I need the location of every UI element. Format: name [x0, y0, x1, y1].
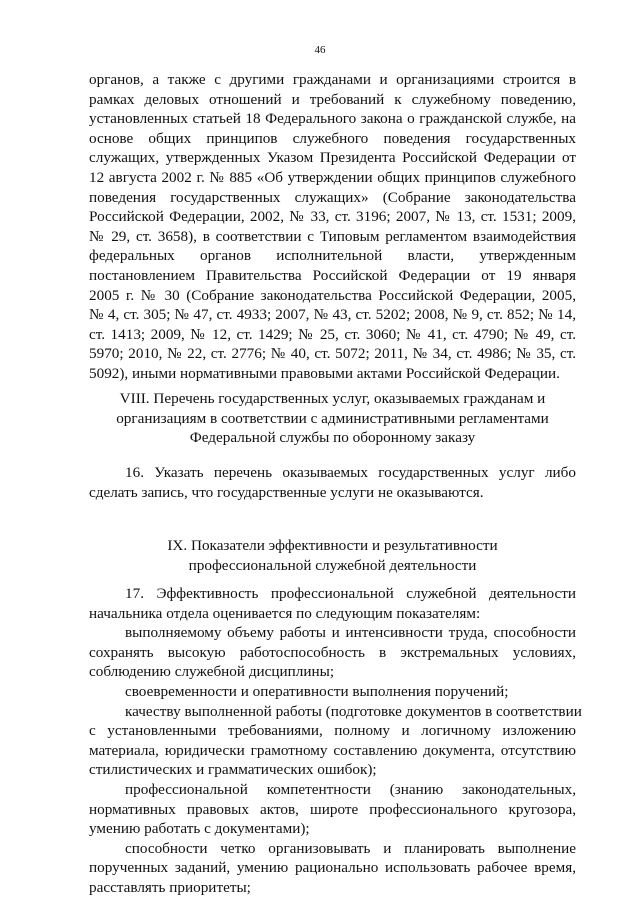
text-line: поведения государственных служащих» (Собрание законодательства [89, 188, 576, 206]
text-line: № 29, ст. 3658), в соответствии с Типовым регламентом взаимодействия [89, 227, 576, 245]
text-line: 5970; 2010, № 22, ст. 2776; № 40, ст. 5072; 2011, № 34, ст. 4986; № 35, ст. [89, 345, 576, 363]
paragraph-item-16 [89, 463, 576, 502]
heading-line: Федеральной службы по оборонному заказу [189, 429, 476, 447]
text-line: с установленными требованиями, полному и логичному изложению [89, 722, 576, 740]
text-line: 2005 г. № 30 (Собрание законодательства Российской Федерации, 2005, [89, 286, 576, 304]
text-line: служащих, утвержденных Указом Президента Российской Федерации от [89, 149, 576, 167]
text-line: сохранять высокую работоспособность в экстремальных условиях, [89, 643, 576, 661]
text-line: соблюдению служебной дисциплины; [89, 663, 335, 681]
text-line: органов, а также с другими гражданами и организациями строится в [89, 71, 576, 88]
text-line: федеральных органов исполнительной власти, утвержденным [89, 247, 576, 265]
text-line: порученных заданий, умению рационально использовать рабочее время, [89, 859, 576, 877]
heading-line: профессиональной служебной деятельности [188, 556, 477, 574]
text-line: начальника отдела оценивается по следующим показателям: [89, 604, 481, 622]
text-line: установленных статьей 18 Федерального закона о гражданской службе, на [89, 110, 576, 128]
heading-line: IX. Показатели эффективности и результативности [167, 537, 498, 554]
text-line: 5092), иными нормативными правовыми актами Российской Федерации. [89, 364, 560, 382]
text-line: нормативных правовых актов, широте профессионального кругозора, [89, 800, 576, 818]
text-line: своевременности и оперативности выполнения поручений; [125, 682, 509, 700]
text-line: материала, юридически грамотному составлению документа, отсутствию [89, 741, 576, 759]
text-line: качеству выполненной работы (подготовке документов в соответствии [125, 702, 582, 720]
text-line: № 4, ст. 305; № 47, ст. 4933; 2007, № 43, ст. 5202; 2008, № 9, ст. 852; № 14, [89, 306, 576, 324]
text-line: 12 августа 2002 г. № 885 «Об утверждении общих принципов служебного [89, 168, 576, 186]
paragraph-continuation [89, 70, 576, 384]
text-line: Российской Федерации, 2002, № 33, ст. 3196; 2007, № 13, ст. 1531; 2009, [89, 208, 576, 226]
text-line: стилистических и грамматических ошибок); [89, 761, 377, 779]
heading-line: организациям в соответствии с административными регламентами [116, 409, 549, 427]
text-line: сделать запись, что государственные услуги не оказываются. [89, 483, 484, 501]
text-line: постановлением Правительства Российской Федерации от 19 января [89, 266, 576, 284]
heading-line: VIII. Перечень государственных услуг, оказываемых гражданам и [119, 390, 546, 407]
text-line: рамках деловых отношений и требований к служебному поведению, [89, 90, 576, 108]
text-line: 17. Эффективность профессиональной служебной деятельности [125, 585, 576, 602]
text-line: ст. 1413; 2009, № 12, ст. 1429; № 25, ст. 3060; № 41, ст. 4790; № 49, ст. [89, 325, 576, 343]
text-line: умению работать с документами); [89, 820, 310, 838]
text-line: 16. Указать перечень оказываемых государственных услуг либо [125, 464, 576, 481]
text-line: способности четко организовывать и планировать выполнение [125, 839, 576, 857]
section-heading-ix [89, 536, 576, 575]
text-line: основе общих принципов служебного поведения государственных [89, 129, 576, 147]
section-heading-viii [89, 389, 576, 448]
text-line: выполняемому объему работы и интенсивности труда, способности [125, 624, 576, 642]
page-number: 46 [314, 44, 326, 56]
text-line: расставлять приоритеты; [89, 878, 251, 896]
paragraph-item-17 [89, 584, 582, 898]
text-line: профессиональной компетентности (знанию законодательных, [125, 780, 576, 798]
